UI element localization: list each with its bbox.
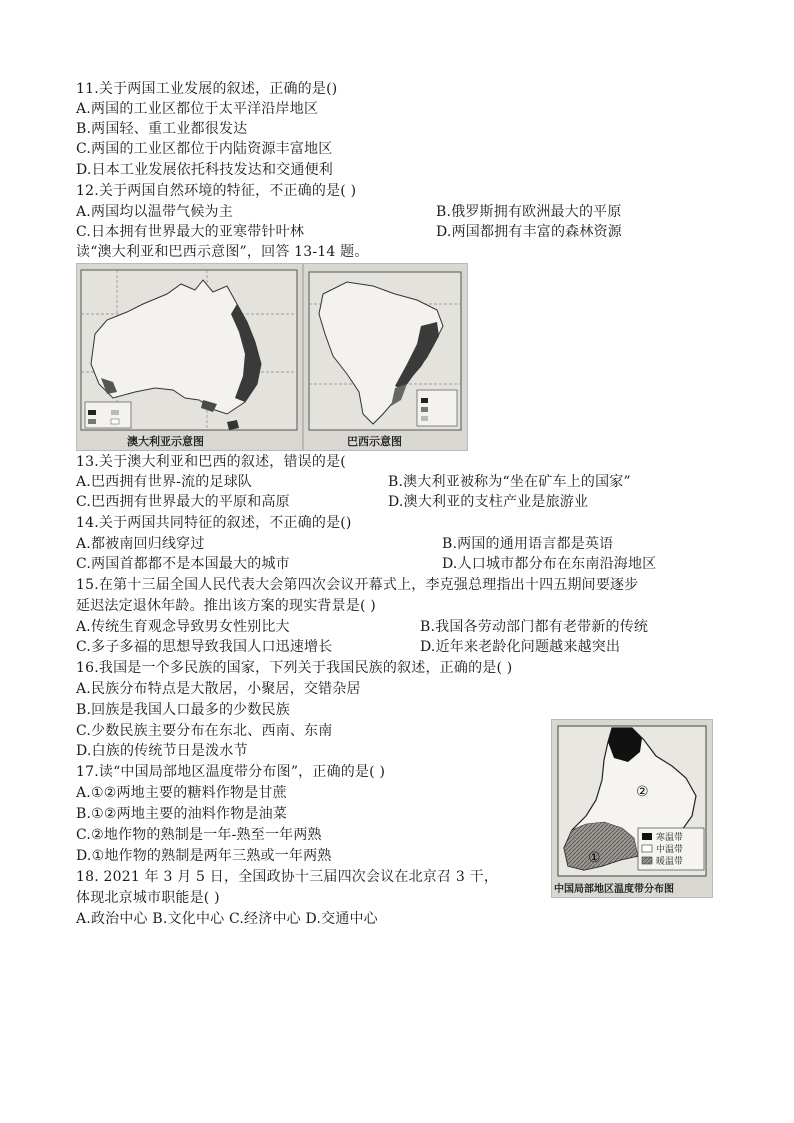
legend-warm-temperate: 暖温带: [656, 857, 684, 867]
brazil-map-caption: 巴西示意图: [347, 435, 402, 448]
china-temperature-zone-map: [551, 719, 713, 898]
q18-options: A.政治中心 B.文化中心 C.经济中心 D.交通中心: [76, 911, 378, 927]
q14-option-b: B.两国的通用语言都是英语: [442, 536, 614, 552]
region-mark-2: ②: [636, 784, 649, 800]
q16-stem: 16.我国是一个多民族的国家，下列关于我国民族的叙述，正确的是( ): [76, 660, 513, 676]
region-mark-1: ①: [588, 850, 601, 866]
q11-stem: 11.关于两国工业发展的叙述，正确的是(): [76, 81, 338, 97]
intro-13-14: 读“澳大利亚和巴西示意图”，回答 13-14 题。: [76, 244, 369, 260]
q13-stem: 13.关于澳大利亚和巴西的叙述，错误的是(: [76, 454, 346, 470]
q13-option-d: D.澳大利亚的支柱产业是旅游业: [388, 494, 589, 510]
q16-option-a: A.民族分布特点是大散居，小聚居，交错杂居: [76, 681, 361, 697]
q17-option-b: B.①②两地主要的油料作物是油菜: [76, 806, 288, 822]
q15-option-d: D.近年来老龄化问题越来越突出: [420, 639, 621, 655]
q12-option-c: C.日本拥有世界最大的亚寒带针叶林: [76, 224, 305, 240]
q13-option-a: A.巴西拥有世界-流的足球队: [76, 474, 253, 490]
q12-option-a: A.两国均以温带气候为主: [76, 204, 233, 220]
q14-option-a: A.都被南回归线穿过: [76, 536, 205, 552]
q15-option-a: A.传统生育观念导致男女性别比大: [76, 619, 290, 635]
australia-map-caption: 澳大利亚示意图: [127, 435, 204, 448]
q14-option-d: D.人口城市都分布在东南沿海地区: [442, 556, 657, 572]
q14-option-c: C.两国首都都不是本国最大的城市: [76, 556, 290, 572]
q15-option-c: C.多子多福的思想导致我国人口迅速增长: [76, 639, 333, 655]
q12-option-d: D.两国都拥有丰富的森林资源: [436, 224, 622, 240]
q17-option-c: C.②地作物的熟制是一年-熟至一年两熟: [76, 827, 322, 843]
china-temperature-zone-drawing: [552, 720, 712, 897]
q15-stem-line2: 延迟法定退休年龄。推出该方案的现实背景是( ): [76, 598, 376, 614]
legend-cold-temperate: 寒温带: [656, 833, 684, 843]
legend-mid-temperate: 中温带: [656, 845, 684, 855]
q16-option-d: D.白族的传统节日是泼水节: [76, 743, 248, 759]
q15-stem-line1: 15.在第十三届全国人民代表大会第四次会议开幕式上，李克强总理指出十四五期间要逐步: [76, 577, 639, 593]
australia-brazil-map-drawing: [77, 264, 467, 450]
q17-stem: 17.读“中国局部地区温度带分布图”，正确的是( ): [76, 764, 386, 780]
q18-stem-line1: 18. 2021 年 3 月 5 日，全国政协十三届四次会议在北京召 3 干，: [76, 869, 499, 885]
q11-option-d: D.日本工业发展依托科技发达和交通便利: [76, 162, 333, 178]
q12-option-b: B.俄罗斯拥有欧洲最大的平原: [436, 204, 622, 220]
q16-option-b: B.回族是我国人口最多的少数民族: [76, 702, 290, 718]
q16-option-c: C.少数民族主要分布在东北、西南、东南: [76, 723, 333, 739]
q15-option-b: B.我国各劳动部门都有老带新的传统: [420, 619, 649, 635]
q17-option-d: D.①地作物的熟制是两年三熟或一年两熟: [76, 848, 332, 864]
q13-option-b: B.澳大利亚被称为“坐在矿车上的国家”: [388, 474, 631, 490]
q11-option-a: A.两国的工业区都位于太平洋沿岸地区: [76, 101, 319, 117]
q13-option-c: C.巴西拥有世界最大的平原和高原: [76, 494, 290, 510]
q12-stem: 12.关于两国自然环境的特征，不正确的是( ): [76, 183, 357, 199]
q18-stem-line2: 体现北京城市职能是( ): [76, 890, 220, 906]
australia-brazil-map: [76, 263, 468, 451]
q11-option-c: C.两国的工业区都位于内陆资源丰富地区: [76, 141, 333, 157]
q14-stem: 14.关于两国共同特征的叙述，不正确的是(): [76, 515, 352, 531]
china-map-caption: 中国局部地区温度带分布图: [554, 884, 674, 895]
q17-option-a: A.①②两地主要的糖料作物是甘蔗: [76, 785, 287, 801]
q11-option-b: B.两国轻、重工业都很发达: [76, 121, 248, 137]
